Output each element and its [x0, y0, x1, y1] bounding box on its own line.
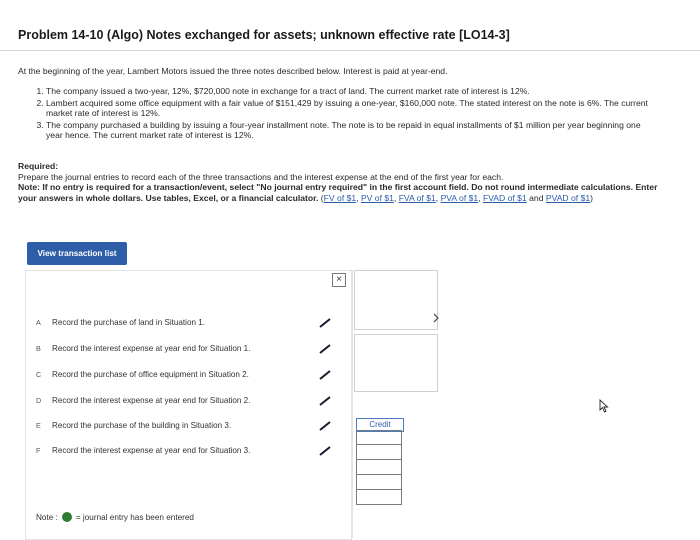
- transaction-text: Record the purchase of land in Situation 1.: [52, 318, 205, 327]
- credit-column-header: Credit: [356, 418, 404, 432]
- credit-cell[interactable]: [356, 490, 402, 505]
- transaction-letter: C: [36, 370, 42, 379]
- transaction-item-a[interactable]: [36, 318, 205, 327]
- credit-column: [356, 430, 402, 505]
- mouse-cursor-icon: [598, 399, 610, 413]
- required-section: [18, 161, 658, 203]
- pencil-check-icon: [318, 396, 332, 406]
- credit-cell[interactable]: [356, 460, 402, 475]
- transaction-text: Record the interest expense at year end for Situation 1.: [52, 344, 251, 353]
- pencil-check-icon: [318, 446, 332, 456]
- page-title: Problem 14-10 (Algo) Notes exchanged for assets; unknown effective rate [LO14-3]: [18, 28, 510, 42]
- chevron-right-icon[interactable]: [431, 312, 441, 324]
- transaction-item-b[interactable]: [36, 344, 250, 353]
- link-pvad[interactable]: PVAD of $1: [545, 192, 591, 203]
- link-fv[interactable]: FV of $1: [323, 192, 357, 203]
- journal-entry-box: [354, 270, 438, 330]
- notes-list: [34, 86, 656, 142]
- link-fva[interactable]: FVA of $1: [398, 192, 436, 203]
- transaction-item-e[interactable]: [36, 421, 231, 430]
- transaction-list-panel: [25, 270, 352, 540]
- transaction-text: Record the purchase of the building in Situation 3.: [52, 421, 232, 430]
- transaction-letter: E: [36, 421, 41, 430]
- required-heading: Required:: [18, 161, 59, 171]
- transaction-item-d[interactable]: [36, 396, 250, 405]
- view-transaction-list-button[interactable]: View transaction list: [27, 242, 127, 265]
- and-text: and: [529, 192, 544, 203]
- entered-indicator-icon: [62, 512, 72, 522]
- credit-cell[interactable]: [356, 445, 402, 460]
- pencil-check-icon: [318, 421, 332, 431]
- transaction-letter: D: [36, 396, 42, 405]
- intro-text: At the beginning of the year, Lambert Motors issued the three notes described below. Interest is paid at year-end.: [18, 66, 448, 76]
- link-fvad[interactable]: FVAD of $1: [482, 192, 527, 203]
- list-item: 3. The company purchased a building by issuing a four-year installment note. The note is to be repaid in equal installments of $1 million per year beginning one year hence. The current market rate of interest is 12%.: [46, 120, 656, 141]
- transaction-letter: B: [36, 344, 41, 353]
- pencil-check-icon: [318, 344, 332, 354]
- list-item: 2. Lambert acquired some office equipment with a fair value of $151,429 by issuing a one-year, $160,000 note. The stated interest on the note is 6%. The current market rate of interest is 12%.: [46, 98, 656, 119]
- transaction-item-f[interactable]: [36, 446, 250, 455]
- note-label: Note :: [36, 512, 58, 522]
- transaction-text: Record the interest expense at year end for Situation 3.: [52, 446, 251, 455]
- note-text: Note: If no entry is required for a transaction/event, select "No journal entry required" in the first account field. Do not round intermediate calculations. Enter your answers in whole dollars. Use tables, Excel, or a financial calculator.: [18, 182, 658, 203]
- link-pv[interactable]: PV of $1: [360, 192, 394, 203]
- journal-entry-box: [354, 334, 438, 392]
- transaction-letter: A: [36, 318, 41, 327]
- transaction-text: Record the purchase of office equipment in Situation 2.: [52, 370, 249, 379]
- link-pva[interactable]: PVA of $1: [440, 192, 479, 203]
- required-text: Prepare the journal entries to record each of the three transactions and the interest expense at the end of the first year for each.: [18, 171, 504, 182]
- note-legend-text: = journal entry has been entered: [75, 512, 194, 522]
- credit-cell[interactable]: [356, 430, 402, 445]
- transaction-text: Record the interest expense at year end for Situation 2.: [52, 396, 251, 405]
- note-legend: [36, 512, 194, 522]
- pencil-check-icon: [318, 370, 332, 380]
- transaction-letter: F: [36, 446, 41, 455]
- credit-cell[interactable]: [356, 475, 402, 490]
- required-note: Note: If no entry is required for a transaction/event, select "No journal entry required" in the first account field. Do not round intermediate calculations. Enter your answers in whole dollars. Use tables, Excel, or a financial calculator. (FV of $1, PV of $1, FVA of $1, PVA of $1, FVAD of $1 and PVAD of $1): [18, 182, 658, 203]
- transaction-item-c[interactable]: [36, 370, 249, 379]
- divider: [0, 50, 700, 51]
- pencil-check-icon: [318, 318, 332, 328]
- list-item: 1. The company issued a two-year, 12%, $720,000 note in exchange for a tract of land. The current market rate of interest is 12%.: [46, 86, 656, 97]
- close-icon[interactable]: ×: [332, 273, 346, 287]
